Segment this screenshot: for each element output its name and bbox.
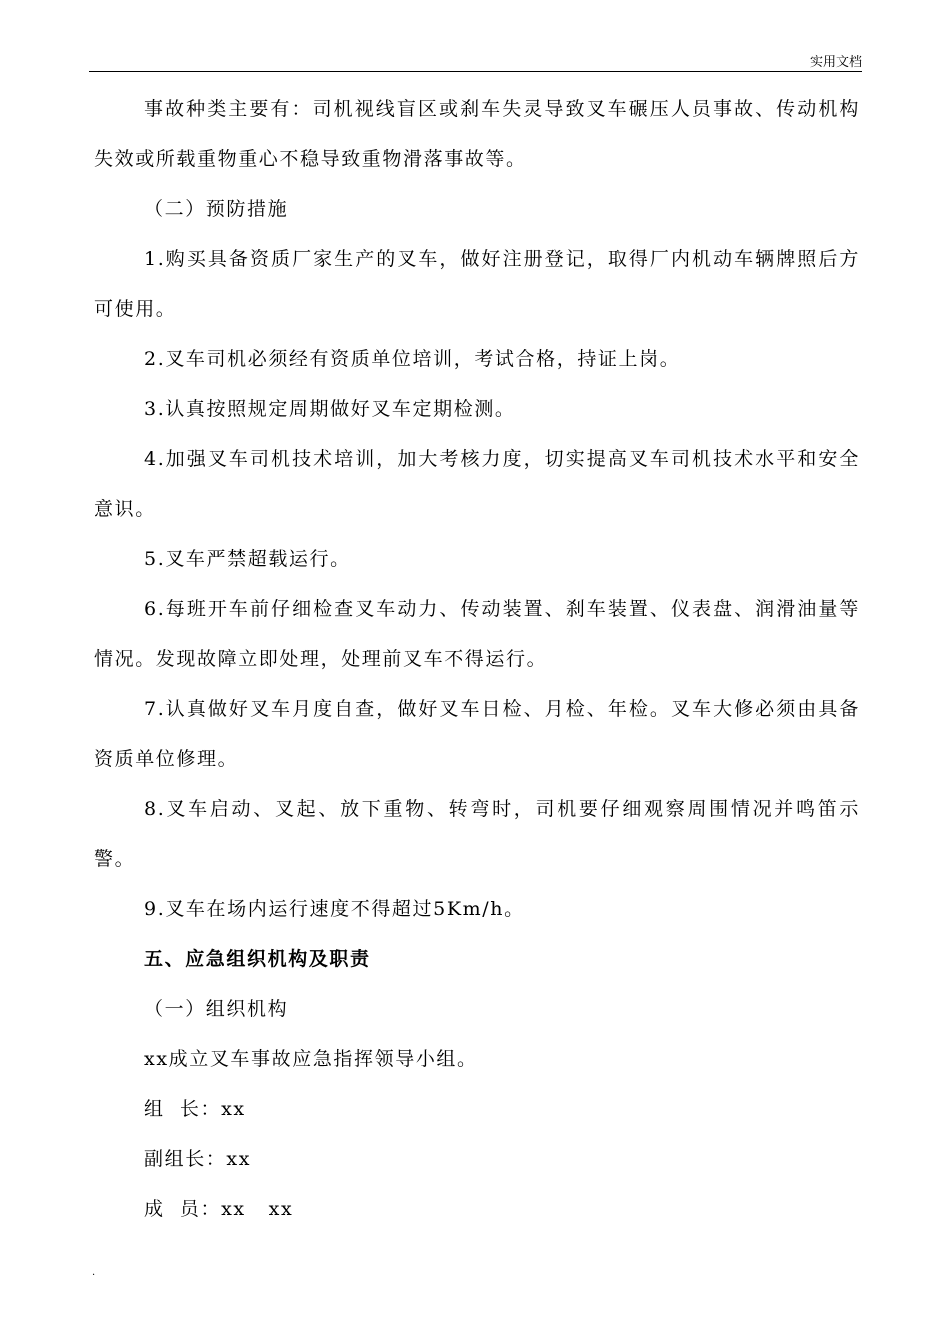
list-item: 4.加强叉车司机技术培训，加大考核力度，切实提高叉车司机技术水平和安全意识。 <box>94 448 860 520</box>
list-item: 3.认真按照规定周期做好叉车定期检测。 <box>144 398 516 420</box>
list-item: 8.叉车启动、叉起、放下重物、转弯时，司机要仔细观察周围情况并鸣笛示警。 <box>94 798 860 870</box>
paragraph-leadership-group: xx成立叉车事故应急指挥领导小组。 <box>144 1048 478 1070</box>
member-leader: 组 长：xx <box>144 1098 246 1120</box>
subheading-prevention: （二）预防措施 <box>144 198 289 220</box>
list-item: 2.叉车司机必须经有资质单位培训，考试合格，持证上岗。 <box>144 348 681 370</box>
header-divider <box>89 71 862 72</box>
member-members: 成 员：xx xx <box>144 1198 294 1220</box>
header-label: 实用文档 <box>809 55 862 70</box>
document-body <box>94 84 860 1234</box>
list-item: 7.认真做好叉车月度自查，做好叉车日检、月检、年检。叉车大修必须由具备资质单位修理。 <box>94 698 860 770</box>
list-item: 9.叉车在场内运行速度不得超过5Km/h。 <box>144 898 525 920</box>
list-item: 1.购买具备资质厂家生产的叉车，做好注册登记，取得厂内机动车辆牌照后方可使用。 <box>94 248 860 320</box>
paragraph-accident-types: 事故种类主要有：司机视线盲区或刹车失灵导致叉车碾压人员事故、传动机构失效或所载重物重心不稳导致重物滑落事故等。 <box>94 98 860 170</box>
list-item: 6.每班开车前仔细检查叉车动力、传动装置、刹车装置、仪表盘、润滑油量等情况。发现故障立即处理，处理前叉车不得运行。 <box>94 598 860 670</box>
subheading-organization: （一）组织机构 <box>144 998 289 1020</box>
footer-mark: . <box>92 1267 96 1278</box>
list-item: 5.叉车严禁超载运行。 <box>144 548 351 570</box>
section-heading: 五、应急组织机构及职责 <box>144 948 371 970</box>
member-deputy-leader: 副组长：xx <box>144 1148 252 1170</box>
